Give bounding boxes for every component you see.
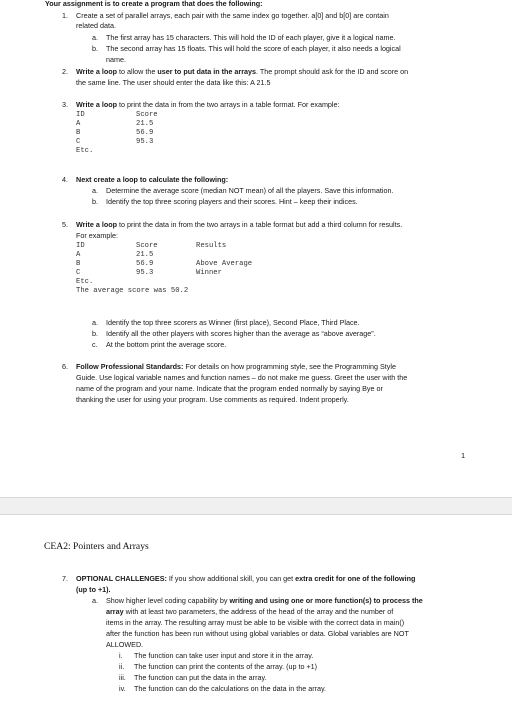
item-2-number: 2. xyxy=(62,67,68,76)
table-row: C 95.3 Winner xyxy=(76,269,222,277)
table-row: A 21.5 xyxy=(76,120,154,128)
item-1a-label: a. xyxy=(92,33,98,42)
item-3-bold: Write a loop xyxy=(76,100,117,109)
item-2-mid: to allow the xyxy=(117,67,158,76)
item-6-bold: Follow Professional Standards: xyxy=(76,362,184,371)
item-7-number: 7. xyxy=(62,574,68,583)
item-5-example-table xyxy=(76,242,252,296)
item-7-text xyxy=(76,574,415,584)
item-7a-label: a. xyxy=(92,596,98,605)
table-row: ID Score Results xyxy=(76,242,227,250)
item-5c-text: At the bottom print the average score. xyxy=(106,340,227,349)
item-6-line-2: name of the program and your name. Indicate that the program ended normally by saying Bye or xyxy=(76,384,383,393)
item-2-bold: Write a loop xyxy=(76,67,117,76)
item-7-bold2: extra credit for one of the following xyxy=(295,574,416,583)
item-1a-text: The first array has 15 characters. This will hold the ID of each player, give it a logical name. xyxy=(106,33,396,42)
item-3-example-table xyxy=(76,111,158,156)
list-item: iii. The function can put the data in the array. xyxy=(119,673,267,682)
item-6-text xyxy=(76,362,396,372)
item-3-text xyxy=(76,100,340,110)
item-5a-text: Identify the top three scorers as Winner (first place), Second Place, Third Place. xyxy=(106,318,360,327)
item-3-rest: to print the data in from the two arrays in a table format. For example: xyxy=(117,100,340,109)
page-header: CEA2: Pointers and Arrays xyxy=(44,541,149,552)
item-5-text xyxy=(76,220,402,230)
page-number: 1 xyxy=(461,451,466,460)
list-item: iv. The function can do the calculations on the data in the array. xyxy=(119,684,327,693)
table-row: C 95.3 xyxy=(76,138,154,146)
item-5c-label: c. xyxy=(92,340,98,349)
item-1-text-cont: related data. xyxy=(76,21,116,30)
item-4b-text: Identify the top three scoring players and their scores. Hint – keep their indices. xyxy=(106,197,358,206)
item-1-text: Create a set of parallel arrays, each pair with the same index go together. a[0] and b[0] are contain xyxy=(76,11,389,20)
table-row: ID Score xyxy=(76,111,158,119)
item-7a-line-2: array with at least two parameters, the address of the head of the array and the number of xyxy=(106,607,394,616)
item-7-rest: If you show additional skill, you can get xyxy=(166,574,296,583)
item-4a-label: a. xyxy=(92,186,98,195)
assignment-heading: Your assignment is to create a program that does the following: xyxy=(45,0,263,8)
item-7a-line-4: after the function has been run without using global variables or data. Global variables are NOT xyxy=(106,629,409,638)
item-1b-text: The second array has 15 floats. This will hold the score of each player, it also needs a logical xyxy=(106,44,401,53)
item-4b-label: b. xyxy=(92,197,98,206)
average-score-line: The average score was 50.2 xyxy=(76,287,189,295)
item-2-rest: . The prompt should ask for the ID and score on xyxy=(256,67,409,76)
table-row: B 56.9 Above Average xyxy=(76,260,253,268)
item-4-number: 4. xyxy=(62,175,68,184)
item-2-bold2: user to put data in the arrays xyxy=(157,67,257,76)
page-separator xyxy=(0,498,512,515)
item-5-number: 5. xyxy=(62,220,68,229)
item-4-heading: Next create a loop to calculate the following: xyxy=(76,175,229,184)
item-6-number: 6. xyxy=(62,362,68,371)
list-item: i. The function can take user input and store it in the array. xyxy=(119,651,314,660)
item-1-number: 1. xyxy=(62,11,68,20)
item-6-line-1: Guide. Use logical variable names and function names – do not make me guess. Greet the user with the xyxy=(76,373,408,382)
table-row: Etc. xyxy=(76,147,94,155)
item-5a-label: a. xyxy=(92,318,98,327)
item-1b-label: b. xyxy=(92,44,98,53)
item-5-text-cont: For example: xyxy=(76,231,118,240)
item-5-bold: Write a loop xyxy=(76,220,117,229)
item-7a-line-3: items in the array. The resulting array must be able to be visible with the correct data in main() xyxy=(106,618,405,627)
document-page-2 xyxy=(0,515,512,701)
item-7-bold: OPTIONAL CHALLENGES: xyxy=(76,574,167,583)
list-item: ii. The function can print the contents of the array. (up to +1) xyxy=(119,662,318,671)
item-2-text-cont: the same line. The user should enter the data like this: A 21.5 xyxy=(76,78,271,87)
item-7a-line-5: ALLOWED. xyxy=(106,640,144,649)
item-7a-line-1: Show higher level coding capability by writing and using one or more function(s) to process the xyxy=(106,596,423,605)
item-6-line-3: thanking the user for using your program. Use comments as required. Indent properly. xyxy=(76,395,349,404)
item-6-rest: For details on how programming style, see the Programming Style xyxy=(183,362,396,371)
item-1b-text-cont: name. xyxy=(106,55,126,64)
item-7-text-cont: (up to +1). xyxy=(76,585,111,594)
item-2-text xyxy=(76,67,408,77)
item-3-number: 3. xyxy=(62,100,68,109)
table-row: Etc. xyxy=(76,278,94,286)
item-5-rest: to print the data in from the two arrays in a table format but add a third column for results. xyxy=(117,220,403,229)
table-row: B 56.9 xyxy=(76,129,154,137)
item-5b-text: Identify all the other players with scores higher than the average as “above average”. xyxy=(106,329,376,338)
item-5b-label: b. xyxy=(92,329,98,338)
table-row: A 21.5 xyxy=(76,251,154,259)
item-4a-text: Determine the average score (median NOT mean) of all the players. Save this information. xyxy=(106,186,394,195)
